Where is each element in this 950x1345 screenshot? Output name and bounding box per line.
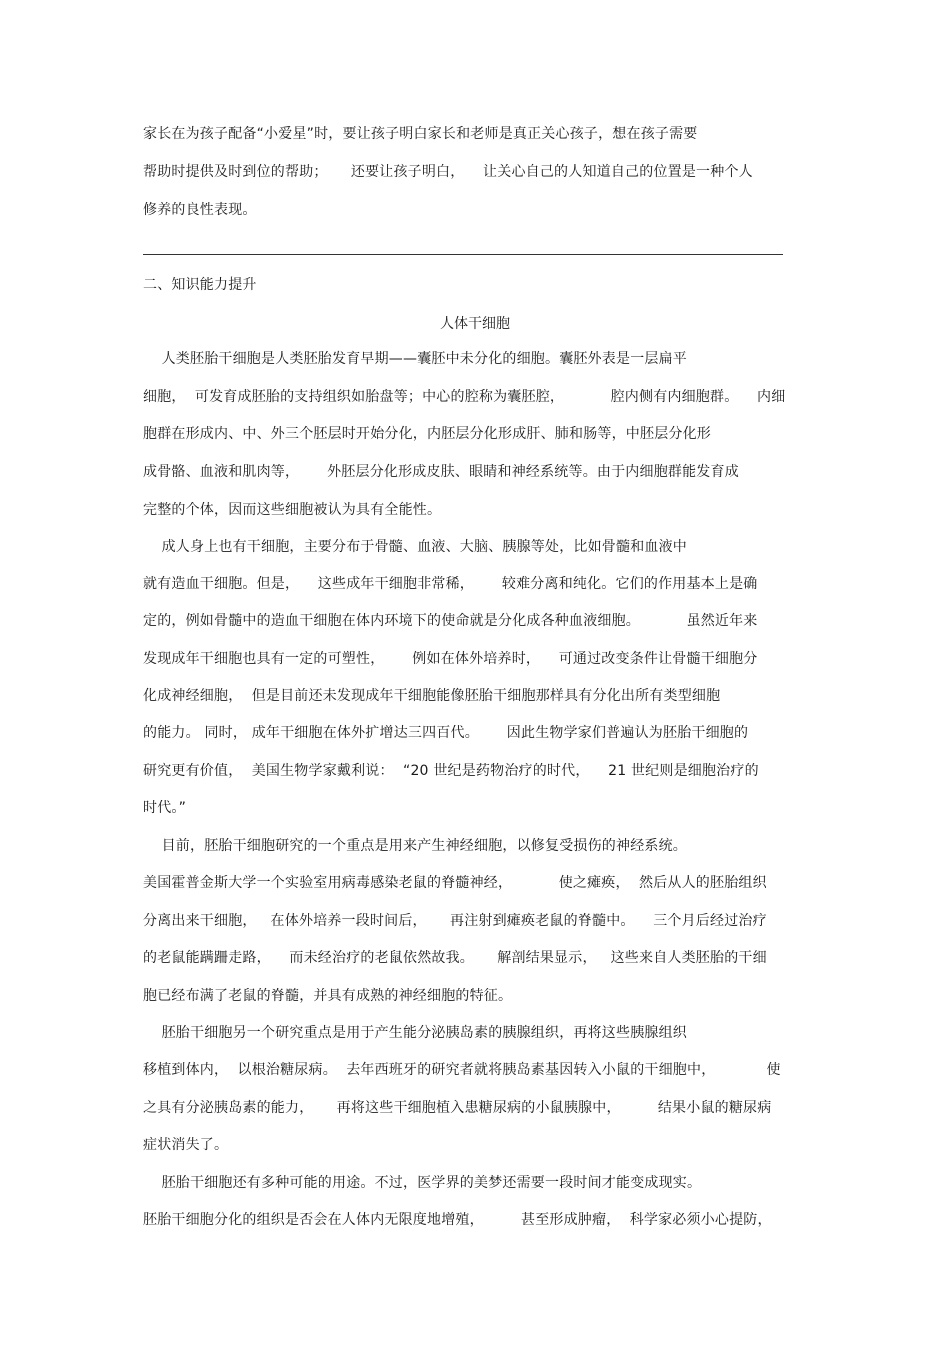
article-line: 胚胎干细胞分化的组织是否会在人体内无限度地增殖， 甚至形成肿瘤， 科学家必须小心提防， xyxy=(143,1212,772,1228)
article-line: 胚胎干细胞还有多种可能的用途。不过，医学界的美梦还需要一段时间才能变成现实。 xyxy=(143,1175,702,1191)
article-line: 研究更有价值， 美国生物学家戴利说： “20 世纪是药物治疗的时代， 21 世纪则是细胞治疗的 xyxy=(143,763,759,779)
article-line: 之具有分泌胰岛素的能力， 再将这些干细胞植入患糖尿病的小鼠胰腺中， 结果小鼠的糖尿病 xyxy=(143,1100,772,1116)
article-line: 化成神经细胞， 但是目前还未发现成年干细胞能像胚胎干细胞那样具有分化出所有类型细胞 xyxy=(143,688,721,704)
article-line: 的老鼠能蹒跚走路， 而未经治疗的老鼠依然故我。 解剖结果显示， 这些来自人类胚胎的干细 xyxy=(143,950,767,966)
article-line: 分离出来干细胞， 在体外培养一段时间后， 再注射到瘫痪老鼠的脊髓中。 三个月后经过治疗 xyxy=(143,913,767,929)
article-line: 时代。” xyxy=(143,800,187,816)
article-line: 成人身上也有干细胞，主要分布于骨髓、血液、大脑、胰腺等处，比如骨髓和血液中 xyxy=(143,539,687,555)
article-line: 移植到体内， 以根治糖尿病。 去年西班牙的研究者就将胰岛素基因转入小鼠的干细胞中， 使 xyxy=(143,1062,781,1078)
article-line: 定的，例如骨髓中的造血干细胞在体内环境下的使命就是分化成各种血液细胞。 虽然近年来 xyxy=(143,613,758,629)
article-line: 胞已经布满了老鼠的脊髓，并具有成熟的神经细胞的特征。 xyxy=(143,988,513,1004)
article-line: 美国霍普金斯大学一个实验室用病毒感染老鼠的脊髓神经， 使之瘫痪， 然后从人的胚胎组织 xyxy=(143,875,767,891)
article-line: 胚胎干细胞另一个研究重点是用于产生能分泌胰岛素的胰腺组织，再将这些胰腺组织 xyxy=(143,1025,687,1041)
article-line: 目前，胚胎干细胞研究的一个重点是用来产生神经细胞，以修复受损伤的神经系统。 xyxy=(143,838,687,854)
article-line: 细胞， 可发育成胚胎的支持组织如胎盘等；中心的腔称为囊胚腔， 腔内侧有内细胞群。 内细 xyxy=(143,389,786,405)
article-line: 症状消失了。 xyxy=(143,1137,229,1153)
article-title: 人体干细胞 xyxy=(440,316,510,332)
intro-line: 修养的良性表现。 xyxy=(143,202,257,218)
article-line: 成骨骼、血液和肌肉等， 外胚层分化形成皮肤、眼睛和神经系统等。由于内细胞群能发育成 xyxy=(143,464,739,480)
article-line: 胞群在形成内、中、外三个胚层时开始分化，内胚层分化形成肝、肺和肠等，中胚层分化形 xyxy=(143,426,711,442)
article-line: 发现成年干细胞也具有一定的可塑性， 例如在体外培养时， 可通过改变条件让骨髓干细胞分 xyxy=(143,651,758,667)
article-line: 人类胚胎干细胞是人类胚胎发育早期——囊胚中未分化的细胞。囊胚外表是一层扁平 xyxy=(143,351,687,367)
intro-line: 帮助时提供及时到位的帮助； 还要让孩子明白， 让关心自己的人知道自己的位置是一种个人 xyxy=(143,164,753,180)
article-line: 完整的个体，因而这些细胞被认为具有全能性。 xyxy=(143,502,442,518)
section-heading: 二、知识能力提升 xyxy=(143,277,257,293)
intro-line: 家长在为孩子配备“小爱星”时，要让孩子明白家长和老师是真正关心孩子，想在孩子需要 xyxy=(143,126,698,142)
separator-line xyxy=(143,254,783,255)
article-line: 就有造血干细胞。但是， 这些成年干细胞非常稀， 较难分离和纯化。它们的作用基本上是确 xyxy=(143,576,758,592)
article-line: 的能力。 同时， 成年干细胞在体外扩增达三四百代。 因此生物学家们普遍认为胚胎干细胞的 xyxy=(143,725,749,741)
